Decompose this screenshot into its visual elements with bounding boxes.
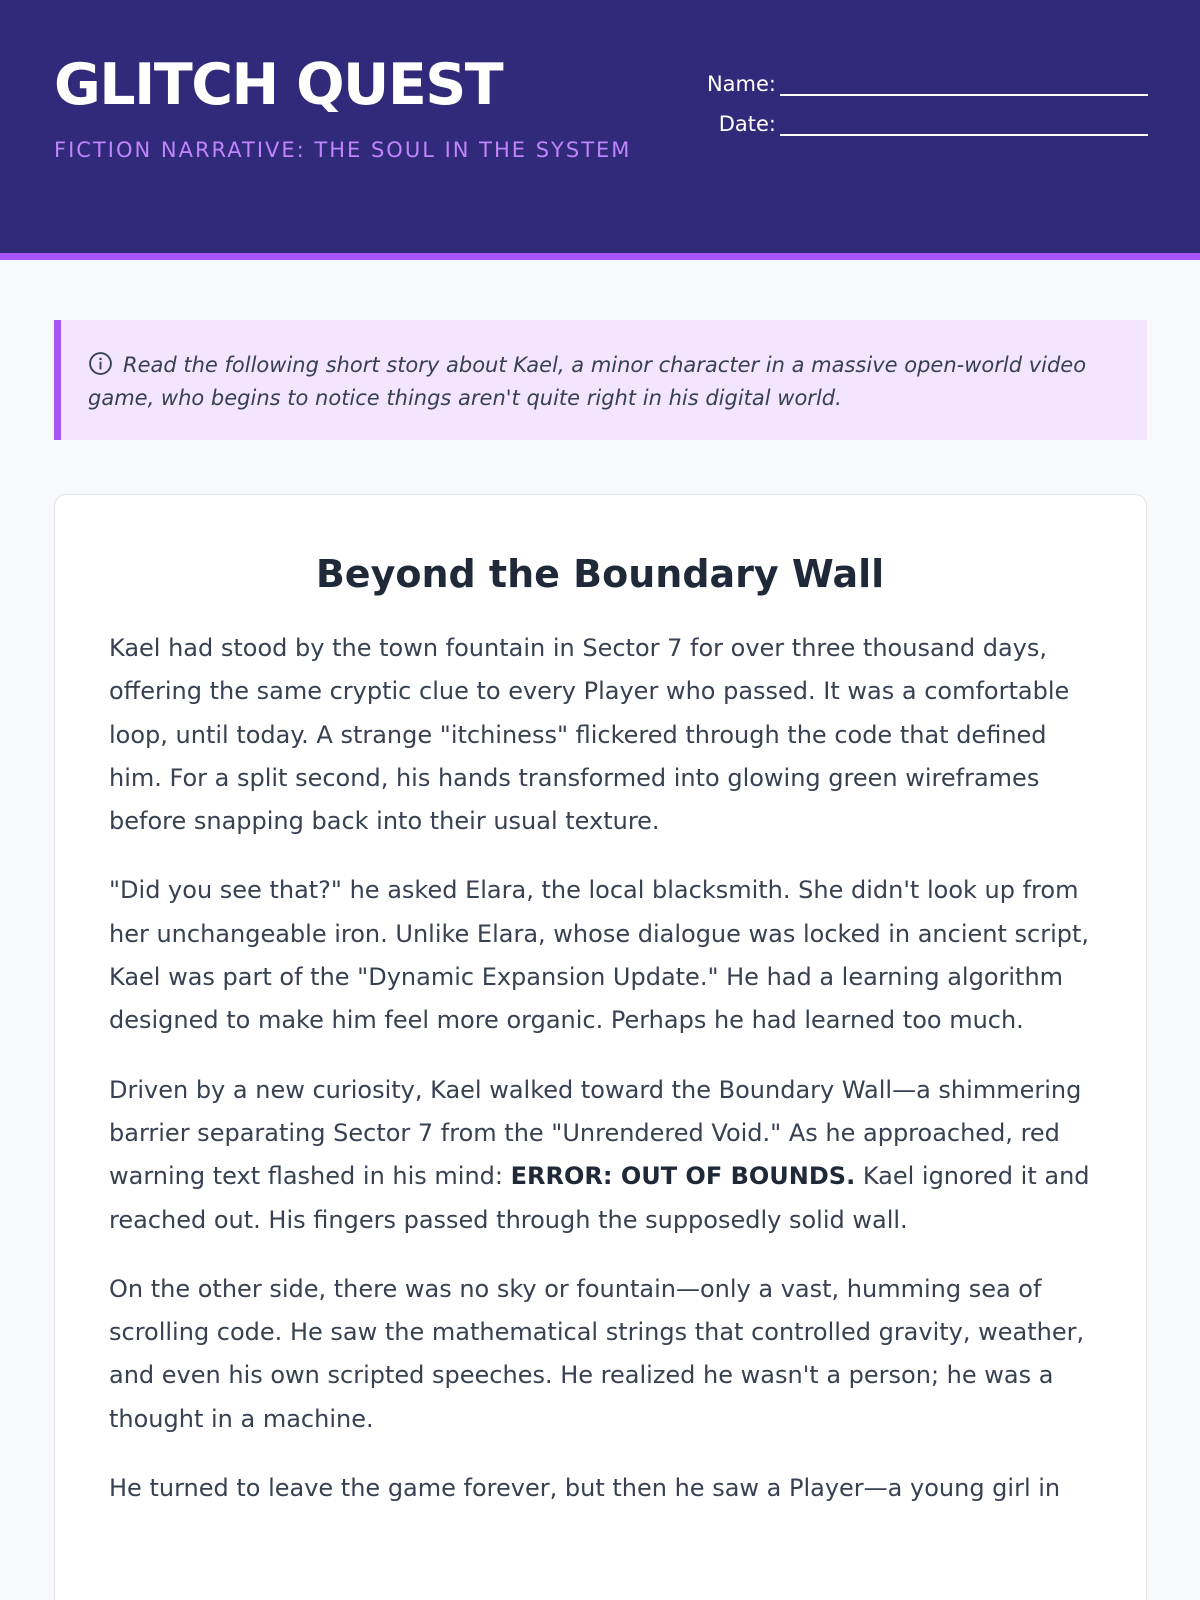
story-paragraph-3	[109, 1069, 1099, 1242]
worksheet-subtitle: FICTION NARRATIVE: THE SOUL IN THE SYSTEM	[54, 138, 632, 162]
date-row	[688, 96, 1148, 136]
name-label: Name:	[706, 72, 776, 96]
paragraph-3-text-b: Kael ignored it and reached out. His fingers passed through the supposedly solid wall.	[109, 1162, 1090, 1234]
story-paragraph-1: Kael had stood by the town fountain in Sector 7 for over three thousand days, offering the same cryptic clue to every Player who passed. It was a comfortable loop, until today. A strange "itchiness" flickered through the code that defined him. For a split second, his hands transformed into glowing green wireframes before snapping back into their usual texture.	[109, 634, 1070, 836]
student-info	[688, 56, 1148, 136]
instructions-text: Read the following short story about Kael, a minor character in a massive open-world video game, who begins to notice things aren't quite right in his digital world.	[88, 353, 1087, 410]
instructions-callout	[54, 320, 1147, 440]
story-paragraph-4: On the other side, there was no sky or fountain—only a vast, humming sea of scrolling code. He saw the mathematical strings that controlled gravity, weather, and even his own scripted speeches. He realized he wasn't a person; he was a thought in a machine.	[109, 1274, 1085, 1433]
info-icon	[88, 351, 113, 376]
date-field[interactable]	[780, 112, 1148, 136]
name-field[interactable]	[780, 72, 1148, 96]
worksheet-title: GLITCH QUEST	[54, 52, 503, 118]
story-paragraph-5: He turned to leave the game forever, but then he saw a Player—a young girl in	[109, 1474, 1061, 1503]
worksheet-header	[0, 0, 1200, 260]
date-label: Date:	[718, 112, 776, 136]
story-title: Beyond the Boundary Wall	[315, 552, 885, 596]
error-message: ERROR: OUT OF BOUNDS.	[510, 1162, 856, 1191]
paragraph-3-text-a: Driven by a new curiosity, Kael walked toward the Boundary Wall—a shimmering barrier separating Sector 7 from the "Unrendered Void." As he approached, red warning text flashed in his mind:	[109, 1075, 1082, 1191]
name-row	[688, 56, 1148, 96]
story-paragraph-2: "Did you see that?" he asked Elara, the local blacksmith. She didn't look up from her unchangeable iron. Unlike Elara, whose dialogue was locked in ancient script, Kael was part of the "Dynamic Expansion Update." He had a learning algorithm designed to make him feel more organic. Perhaps he had learned too much.	[109, 876, 1090, 1035]
story-body	[109, 627, 1099, 1536]
